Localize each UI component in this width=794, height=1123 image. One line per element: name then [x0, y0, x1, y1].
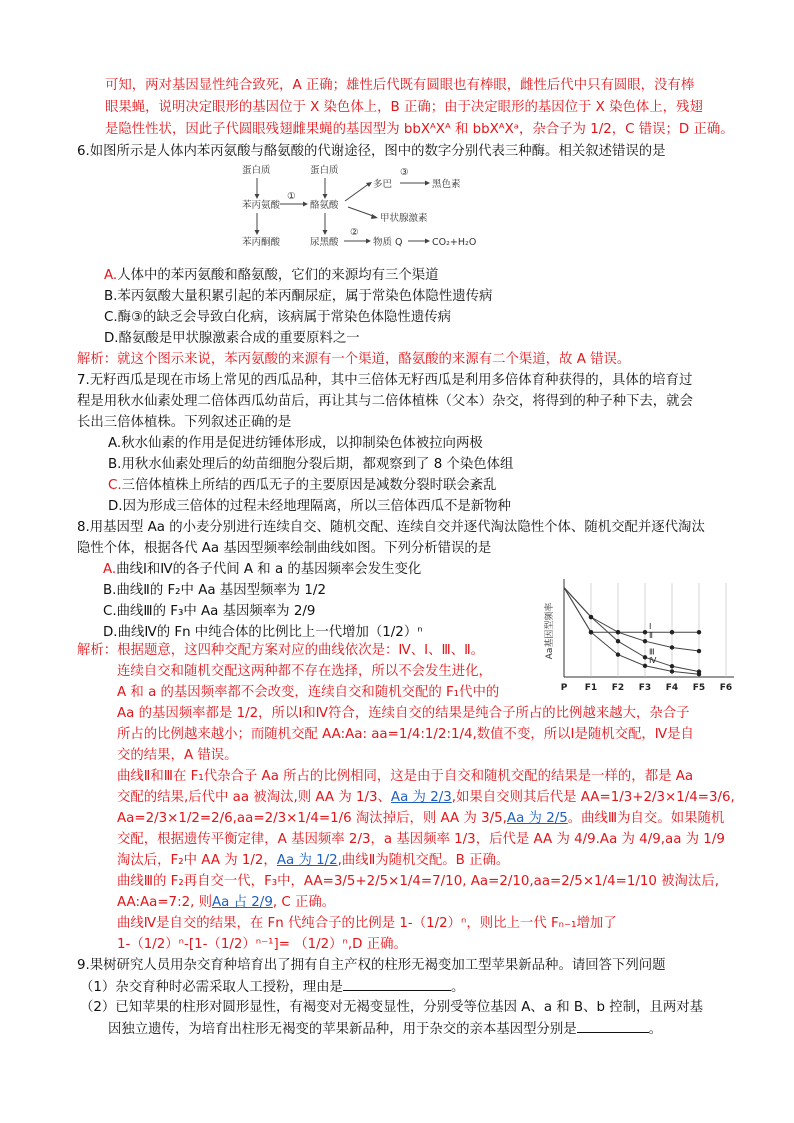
option-text: 曲线Ⅲ的 F₃中 Aa 基因频率为 2/9 — [116, 604, 316, 619]
data-point — [670, 630, 674, 634]
series-label: Ⅲ — [649, 647, 655, 657]
data-point — [643, 630, 647, 634]
option-text: 酪氨酸是甲状腺激素合成的重要原料之一 — [118, 331, 360, 346]
diagram-homogentisate: 尿黑酸 — [310, 237, 339, 248]
q7-stem-line-3: 长出三倍体植株。下列叙述正确的是 — [77, 415, 292, 430]
option-letter: C. — [103, 604, 117, 619]
q8-analysis-line-14: 曲线Ⅳ是自交的结果，在 Fn 代纯合子的比例是 1-（1/2）ⁿ，则比上一代 Fₙ₋₁增加了 — [117, 916, 617, 931]
option-letter: A. — [104, 268, 118, 283]
q9-part-2-line-1: （2）已知苹果的柱形对圆形显性，有褐变对无褐变显性，分别受等位基因 A、a 和 B、b 控制，且两对基 — [80, 1000, 704, 1015]
series-label: Ⅳ — [649, 655, 657, 665]
option-letter: B. — [104, 289, 118, 304]
option-letter: B. — [108, 457, 122, 472]
diagram-co2-h2o: CO₂+H₂O — [432, 237, 477, 248]
q8-analysis-line-13: AA:Aa=7:2, 则Aa 占 2/9, C 正确。 — [117, 895, 336, 910]
q6-analysis: 解析：就这个图示来说，苯丙氨酸的来源有一个渠道，酪氨酸的来源有二个渠道，故 A 错误。 — [77, 352, 631, 367]
underlined-aa-2-3: Aa 为 2/3 — [390, 790, 452, 805]
underlined-aa-2-5: Aa 为 2/5 — [506, 811, 568, 826]
q8-option-c — [103, 601, 315, 622]
option-letter: D. — [108, 499, 123, 514]
data-point — [697, 630, 701, 634]
diagram-enzyme-2: ② — [350, 227, 359, 238]
q6-option-d — [104, 328, 360, 349]
option-text: 人体中的苯丙氨酸和酪氨酸，它们的来源均有三个渠道 — [117, 268, 439, 283]
q5-analysis-line-3: 是隐性性状，因此子代圆眼残翅雌果蝇的基因型为 bbXᴬXᴬ 和 bbXᴬXᵃ，杂合子为 1/2，C 错误；D 正确。 — [105, 122, 734, 137]
series-line-3 — [564, 588, 699, 672]
q8-analysis-line-3: A 和 a 的基因频率都不会改变，连续自交和随机交配的 F₁代中的 — [117, 685, 500, 700]
data-point — [643, 655, 647, 659]
underlined-aa-1-2: Aa 为 1/2 — [276, 853, 338, 868]
underlined-aa-2-9: Aa 占 2/9 — [212, 895, 273, 910]
q7-stem-line-1: 7.无籽西瓜是现在市场上常见的西瓜品种，其中三倍体无籽西瓜是利用多倍体育种获得的，具体的培育过 — [77, 373, 693, 388]
diagram-phenylalanine: 苯丙氨酸 — [242, 200, 281, 211]
q6-stem: 6.如图所示是人体内苯丙氨酸与酪氨酸的代谢途径，图中的数字分别代表三种酶。相关叙述错误的是 — [77, 144, 666, 159]
q8-analysis-line-1: 解析：根据题意，这四种交配方案对应的曲线依次是：Ⅳ、Ⅰ、Ⅲ、Ⅱ。 — [77, 643, 485, 658]
metabolism-pathway-diagram — [240, 163, 490, 251]
q8-stem-line-1: 8.用基因型 Aa 的小麦分别进行连续自交、随机交配、连续自交并逐代淘汰隐性个体、随机交配并逐代淘汰 — [77, 520, 705, 535]
q6-option-c — [104, 307, 451, 328]
option-letter: D. — [103, 625, 118, 640]
q8-analysis-line-8: 交配的结果,后代中 aa 被淘汰,则 AA 为 1/3、Aa 为 2/3,如果自交则其后代是 AA=1/3+2/3×1/4=3/6, — [117, 790, 735, 805]
diagram-protein-right: 蛋白质 — [310, 165, 339, 176]
diagram-dopa: 多巴 — [373, 179, 393, 190]
q5-analysis-line-1: 可知，两对基因显性纯合致死，A 正确；雄性后代既有圆眼也有棒眼，雌性后代中只有圆眼，没有棒 — [105, 78, 695, 93]
q8-stem-line-2: 隐性个体，根据各代 Aa 基因型频率绘制曲线如图。下列分析错误的是 — [77, 541, 492, 556]
q7-option-a — [108, 433, 483, 454]
diagram-substance-q: 物质 Q — [373, 237, 403, 248]
x-tick-label: P — [560, 683, 568, 693]
data-point — [616, 652, 620, 656]
q9-part-1: （1）杂交育种时必需采取人工授粉，理由是 。 — [80, 976, 464, 998]
data-point — [643, 664, 647, 668]
q7-option-c — [108, 475, 497, 496]
q8-analysis-line-5: 所占的比例越来越小；而随机交配 AA:Aa: aa=1/4:1/2:1/4,数值不变，所以Ⅰ是随机交配，Ⅳ是自 — [117, 727, 694, 742]
data-point — [643, 639, 647, 643]
x-tick-label: F5 — [692, 683, 706, 693]
diagram-protein-left: 蛋白质 — [242, 165, 271, 176]
q8-analysis-line-2: 连续自交和随机交配这两种都不存在选择，所以不会发生进化， — [117, 664, 492, 679]
option-text: 曲线Ⅰ和Ⅳ的各子代间 A 和 a 的基因频率会发生变化 — [116, 562, 422, 577]
option-text: 酶③的缺乏会导致白化病，该病属于常染色体隐性遗传病 — [117, 310, 451, 325]
option-text: 曲线Ⅳ的 Fn 中纯合体的比例比上一代增加（1/2）ⁿ — [117, 625, 423, 640]
arrow-tyr-dopa — [345, 183, 370, 201]
diagram-phenylpyruvate: 苯丙酮酸 — [242, 237, 281, 248]
aa-frequency-chart — [540, 575, 740, 697]
option-text: 三倍体植株上所结的西瓜无子的主要原因是减数分裂时联会紊乱 — [121, 478, 497, 493]
data-point — [670, 669, 674, 673]
series-line-2 — [564, 588, 699, 652]
q8-analysis-line-9: Aa=2/3×1/2=2/6,aa=2/3×1/4=1/6 淘汰掉后，则 AA 为 3/5,Aa 为 2/5。曲线Ⅲ为自交。如果随机 — [117, 811, 725, 826]
q8-analysis-line-12: 曲线Ⅲ的 F₂再自交一代，F₃中，AA=3/5+2/5×1/4=7/10, Aa=2/10,aa=2/5×1/4=1/10 被淘汰后, — [117, 874, 719, 889]
q7-stem-line-2: 程是用秋水仙素处理二倍体西瓜幼苗后，再让其与二倍体植株（父本）杂交，将得到的种子种下去，就会 — [77, 394, 693, 409]
q5-analysis-line-2: 眼果蝇，说明决定眼形的基因位于 X 染色体上，B 正确；由于决定眼形的基因位于 X 染色体上，残翅 — [105, 100, 703, 115]
option-text: 因为形成三倍体的过程未经地理隔离，所以三倍体西瓜不是新物种 — [122, 499, 511, 514]
option-letter: C. — [104, 310, 118, 325]
diagram-melanin: 黑色素 — [432, 179, 461, 190]
data-point — [670, 645, 674, 649]
q8-analysis-line-10: 交配，根据遗传平衡定律，A 基因频率 2/3，a 基因频率 1/3，后代是 AA 为 4/9.Aa 为 4/9,aa 为 1/9 — [117, 832, 725, 847]
data-point — [697, 672, 701, 676]
q9-stem: 9.果树研究人员用杂交育种培育出了拥有自主产权的柱形无褐变加工型苹果新品种。请回答下列问题 — [77, 958, 666, 973]
x-tick-label: F2 — [611, 683, 625, 693]
answer-blank-2[interactable] — [577, 1018, 649, 1033]
series-line-4 — [564, 588, 699, 675]
q7-option-b — [108, 454, 513, 475]
q8-analysis-line-7: 曲线Ⅱ和Ⅲ在 F₁代杂合子 Aa 所占的比例相同，这是由于自交和随机交配的结果是一样的，都是 Aa — [117, 769, 694, 784]
q8-option-a — [103, 559, 421, 580]
data-point — [589, 630, 593, 634]
data-point — [670, 664, 674, 668]
diagram-tyrosine: 酪氨酸 — [310, 200, 339, 211]
q6-option-b — [104, 286, 492, 307]
series-label: Ⅰ — [649, 622, 652, 632]
x-tick-label: F1 — [584, 683, 598, 693]
q8-analysis-line-15: 1-（1/2）ⁿ-[1-（1/2）ⁿ⁻¹]= （1/2）ⁿ,D 正确。 — [117, 937, 407, 952]
diagram-enzyme-1: ① — [287, 191, 296, 202]
diagram-enzyme-3: ③ — [400, 167, 409, 178]
q9-part-2-line-2: 因独立遗传，为培育出柱形无褐变的苹果新品种，用于杂交的亲本基因型分别是 。 — [108, 1018, 662, 1040]
series-label: Ⅱ — [649, 631, 653, 641]
option-text: 用秋水仙素处理后的幼苗细胞分裂后期，都观察到了 8 个染色体组 — [121, 457, 514, 472]
option-letter: B. — [103, 583, 117, 598]
data-point — [616, 630, 620, 634]
q7-option-d — [108, 496, 511, 517]
option-letter: A. — [108, 436, 122, 451]
data-point — [616, 639, 620, 643]
option-letter: D. — [104, 331, 119, 346]
option-letter: A. — [103, 562, 117, 577]
data-point — [589, 615, 593, 619]
option-letter: C. — [108, 478, 122, 493]
diagram-thyroxine: 甲状腺激素 — [380, 213, 428, 224]
answer-blank-1[interactable] — [343, 976, 451, 991]
q8-option-b — [103, 580, 326, 601]
option-text: 曲线Ⅱ的 F₂中 Aa 基因型频率为 1/2 — [116, 583, 326, 598]
q8-analysis-line-6: 交的结果，A 错误。 — [117, 748, 238, 763]
x-tick-label: F4 — [665, 683, 679, 693]
x-tick-label: F6 — [719, 683, 733, 693]
q6-option-a — [104, 265, 439, 286]
option-text: 秋水仙素的作用是促进纺锤体形成，以抑制染色体被拉向两极 — [121, 436, 483, 451]
q8-analysis-line-4: Aa 的基因频率都是 1/2，所以Ⅰ和Ⅳ符合，连续自交的结果是纯合子所占的比例越来越大，杂合子 — [117, 706, 690, 721]
x-tick-label: F3 — [638, 683, 652, 693]
option-text: 苯丙氨酸大量积累引起的苯丙酮尿症，属于常染色体隐性遗传病 — [117, 289, 493, 304]
data-point — [697, 649, 701, 653]
y-axis-label: Aa基因型频率 — [545, 602, 555, 660]
q8-analysis-line-11: 淘汰后，F₂中 AA 为 1/2，Aa 为 1/2,曲线Ⅱ为随机交配。B 正确。 — [117, 853, 510, 868]
